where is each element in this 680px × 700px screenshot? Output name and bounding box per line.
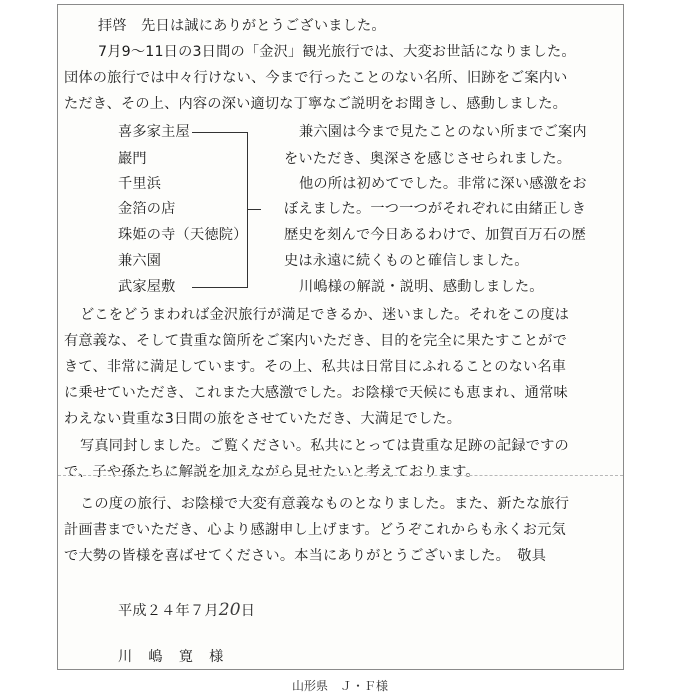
image-caption: 山形県 Ｊ・Ｆ様: [291, 679, 388, 693]
right-line: ぼえました。一つ一つがそれぞれに由緒正しき: [284, 201, 587, 217]
paragraph-4-line-2: 計画書までいただき、心より感謝申し上げます。どうぞこれからも永くお元気: [64, 522, 566, 538]
place-item: 金箔の店: [118, 201, 176, 217]
bracket-bottom: [192, 287, 248, 288]
right-line: 兼六園は今まで見たことのない所までご案内: [299, 124, 587, 140]
paragraph-3-line-1: 写真同封しました。ご覧ください。私共にとっては貴重な足跡の記録ですの: [80, 438, 569, 454]
paragraph-2-line-3: きて、非常に満足しています。その上、私共は日常目にふれることのない名車: [64, 359, 567, 375]
paragraph-4-line-3: で大勢の皆様を喜ばせてください。本当にありがとうございました。 敬具: [64, 548, 547, 564]
place-item: 珠姫の寺（天徳院）: [118, 227, 248, 243]
fold-line: [58, 475, 623, 476]
paragraph-4-line-1: この度の旅行、お陰様で大変有意義なものとなりました。また、新たな旅行: [80, 496, 570, 512]
paragraph-1-line-2: 団体の旅行では中々行けない、今まで行ったことのない名所、旧跡をご案内い: [64, 70, 568, 86]
right-line: をいただき、奥深さを感じさせられました。: [284, 151, 572, 167]
right-line: 他の所は初めてでした。非常に深い感激をお: [299, 176, 587, 192]
paragraph-3-line-2: で、子や孫たちに解説を加えながら見せたいと考えております。: [64, 464, 480, 480]
right-line: 史は永遠に続くものと確信しました。: [284, 253, 529, 269]
addressee: 川 嶋 寛 様: [118, 649, 225, 665]
paragraph-2-line-2: 有意義な、そして貴重な箇所をご案内いただき、目的を完全に果たすことがで: [64, 333, 567, 349]
paragraph-1-line-3: ただき、その上、内容の深い適切な丁寧なご説明をお聞きし、感動しました。: [64, 96, 567, 112]
paragraph-2-line-4: に乗せていただき、これまた大感激でした。お陰様で天候にも恵まれ、通常味: [64, 385, 568, 401]
place-item: 巖門: [118, 151, 147, 167]
paragraph-2-line-5: わえない貴重な3日間の旅をさせていただき、大満足でした。: [64, 411, 462, 427]
letter-date: [118, 601, 255, 620]
bracket-tick: [247, 209, 261, 210]
place-item: 喜多家主屋: [118, 124, 190, 140]
bracket-top: [192, 132, 248, 133]
place-item: 武家屋敷: [118, 279, 176, 295]
paragraph-1-line-1: 7月9～11日の3日間の「金沢」観光旅行では、大変お世話になりました。: [98, 44, 576, 60]
paragraph-2-line-1: どこをどうまわれば金沢旅行が満足できるか、迷いました。それをこの度は: [80, 307, 570, 323]
bracket-vertical: [247, 132, 248, 288]
date-prefix: 平成２４年７月: [118, 603, 219, 619]
date-suffix: 日: [240, 603, 256, 619]
place-item: 千里浜: [118, 176, 162, 192]
salutation: 拝啓 先日は誠にありがとうございました。: [98, 18, 386, 34]
place-item: 兼六園: [118, 253, 162, 269]
letter-scan: [57, 4, 624, 670]
date-day-handwritten: 20: [218, 600, 241, 620]
right-line: 歴史を刻んで今日あるわけで、加賀百万石の歴: [284, 227, 586, 243]
right-line: 川嶋様の解説・説明、感動しました。: [299, 279, 544, 295]
